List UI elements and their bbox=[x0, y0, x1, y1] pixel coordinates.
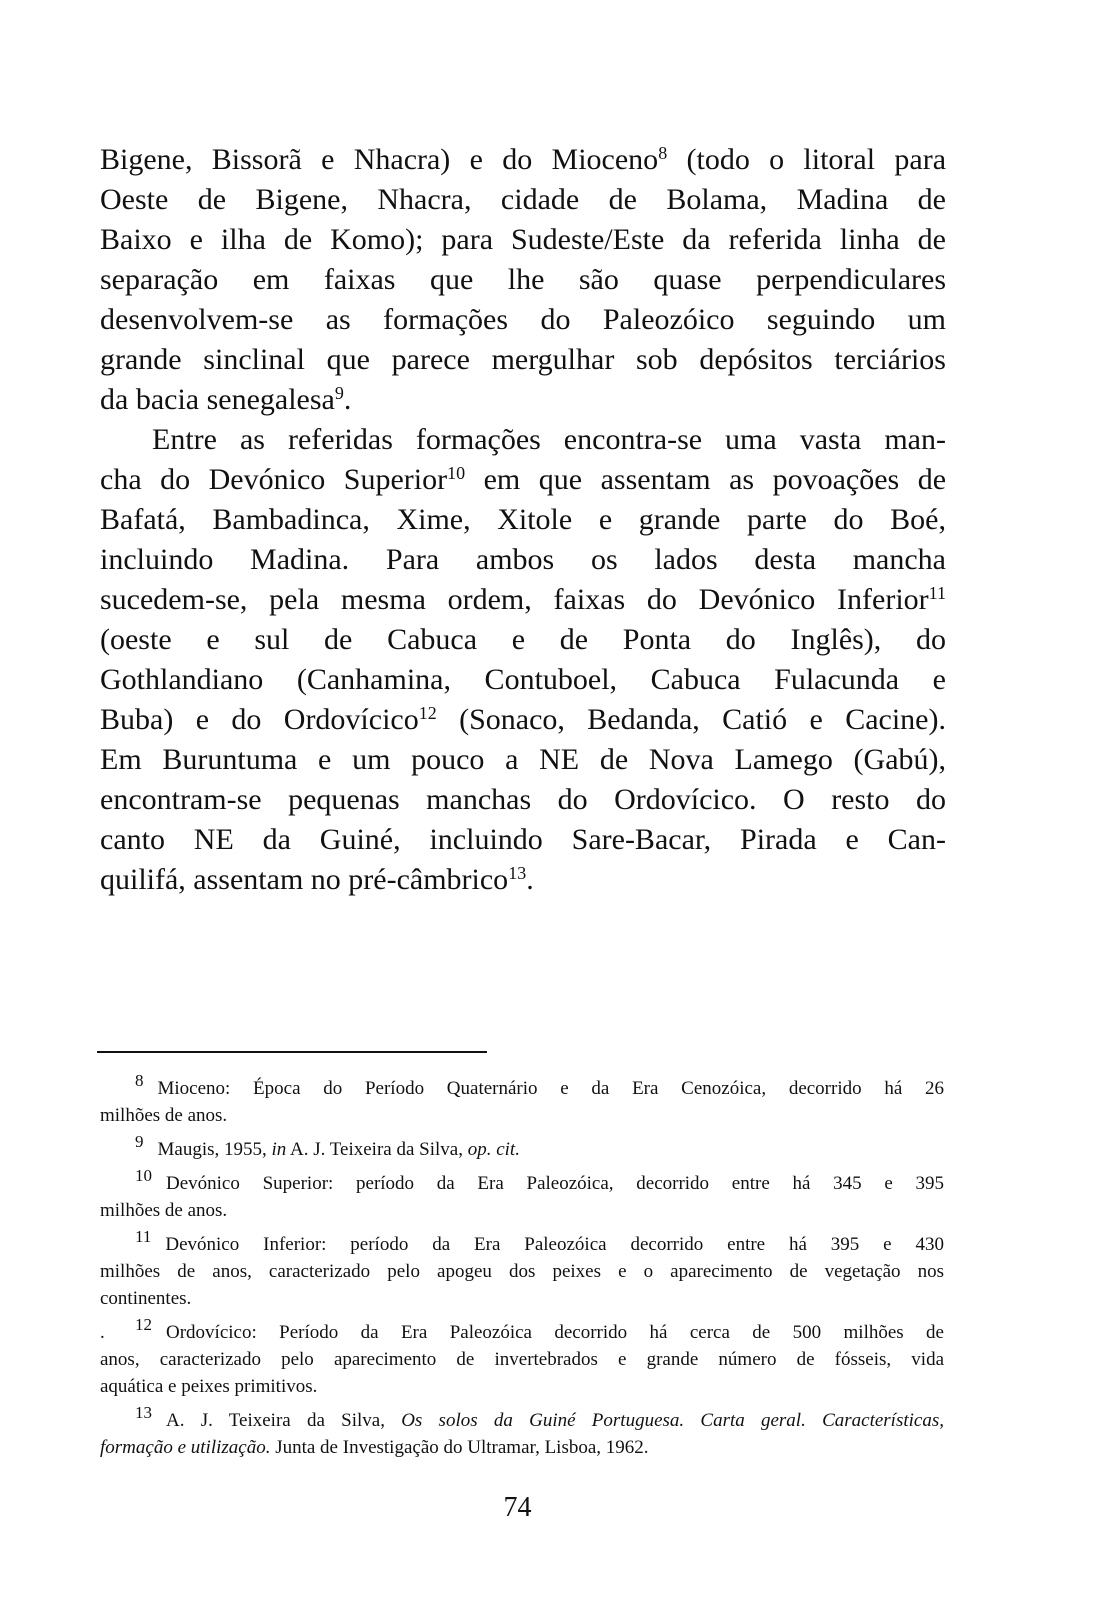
text-run: sucedem-se, pela mesma ordem, faixas do Devónico Inferior bbox=[100, 583, 929, 616]
text-run: canto NE da Guiné, incluindo Sare-Bacar, Pirada e Can- bbox=[100, 823, 946, 856]
text-line bbox=[100, 340, 946, 380]
text-line bbox=[100, 660, 946, 700]
footnote-line bbox=[100, 1258, 944, 1285]
footnote-line bbox=[100, 1102, 944, 1129]
footnote-line bbox=[100, 1197, 944, 1224]
footnote-separator bbox=[97, 1051, 487, 1053]
footnote-mark: . bbox=[100, 1322, 105, 1343]
footnote-reference: 10 bbox=[447, 463, 466, 484]
text-run: . bbox=[343, 383, 352, 416]
footnote-number: 8 bbox=[135, 1075, 144, 1090]
text-line bbox=[100, 220, 946, 260]
text-line bbox=[100, 580, 946, 620]
footnote-line bbox=[100, 1075, 944, 1102]
text-run: incluindo Madina. Para ambos os lados desta mancha bbox=[100, 543, 946, 576]
footnote-line bbox=[100, 1285, 944, 1312]
footnote-line bbox=[100, 1346, 944, 1373]
text-run: (todo o litoral para bbox=[667, 143, 946, 176]
italic-text: formação e utilização. bbox=[100, 1437, 271, 1458]
text-line bbox=[100, 140, 946, 180]
footnote-line bbox=[100, 1136, 944, 1163]
text-run: anos, caracterizado pelo aparecimento de invertebrados e grande número de fósseis, vida bbox=[100, 1349, 944, 1370]
footnote bbox=[100, 1407, 944, 1461]
text-run: A. J. Teixeira da Silva, bbox=[286, 1139, 468, 1160]
text-line bbox=[100, 740, 946, 780]
footnote bbox=[100, 1136, 944, 1163]
text-run: Devónico Superior: período da Era Paleozóica, decorrido entre há 345 e 395 bbox=[166, 1173, 944, 1194]
text-run: (oeste e sul de Cabuca e de Ponta do Inglês), do bbox=[100, 623, 946, 656]
footnote-number: 11 bbox=[135, 1231, 152, 1246]
footnote-number: 10 bbox=[135, 1170, 152, 1185]
italic-text: op. cit. bbox=[467, 1139, 520, 1160]
text-run: Bigene, Bissorã e Nhacra) e do Mioceno bbox=[100, 143, 659, 176]
text-run: aquática e peixes primitivos. bbox=[100, 1376, 318, 1397]
footnotes bbox=[100, 1068, 944, 1461]
text-run: Baixo e ilha de Komo); para Sudeste/Este da referida linha de bbox=[100, 223, 946, 256]
footnote bbox=[100, 1231, 944, 1312]
text-line bbox=[100, 780, 946, 820]
text-run: quilifá, assentam no pré-câmbrico bbox=[100, 863, 509, 896]
text-line bbox=[100, 260, 946, 300]
text-run: grande sinclinal que parece mergulhar sob depósitos terciários bbox=[100, 343, 946, 376]
footnote-reference: 8 bbox=[658, 143, 668, 164]
text-line bbox=[100, 620, 946, 660]
text-line bbox=[100, 420, 946, 460]
text-run: continentes. bbox=[100, 1288, 192, 1309]
text-run: Devónico Inferior: período da Era Paleozóica decorrido entre há 395 e 430 bbox=[165, 1234, 944, 1255]
footnote-line bbox=[100, 1170, 944, 1197]
text-run: milhões de anos. bbox=[100, 1105, 228, 1126]
footnote-line bbox=[100, 1434, 944, 1461]
text-run: Gothlandiano (Canhamina, Contuboel, Cabuca Fulacunda e bbox=[100, 663, 946, 696]
italic-text: Os solos da Guiné Portuguesa. Carta geral. Características, bbox=[401, 1410, 944, 1431]
text-run: da bacia senegalesa bbox=[100, 383, 335, 416]
footnote-number: 9 bbox=[135, 1136, 144, 1151]
text-line bbox=[100, 300, 946, 340]
body-text bbox=[100, 140, 946, 900]
footnote-line bbox=[100, 1373, 944, 1400]
text-line bbox=[100, 180, 946, 220]
text-run: Junta de Investigação do Ultramar, Lisboa, 1962. bbox=[270, 1437, 649, 1458]
footnote-reference: 13 bbox=[508, 863, 527, 884]
footnote bbox=[100, 1319, 944, 1400]
footnote-reference: 12 bbox=[418, 703, 437, 724]
text-run: desenvolvem-se as formações do Paleozóico seguindo um bbox=[100, 303, 946, 336]
footnote-number: 12 bbox=[135, 1319, 152, 1334]
footnote bbox=[100, 1170, 944, 1224]
footnote-reference: 11 bbox=[928, 583, 946, 604]
text-run: Mioceno: Época do Período Quaternário e da Era Cenozóica, decorrido há 26 bbox=[157, 1078, 944, 1099]
text-run: Entre as referidas formações encontra-se uma vasta man- bbox=[152, 423, 946, 456]
footnote-reference: 9 bbox=[334, 383, 344, 404]
text-run: (Sonaco, Bedanda, Catió e Cacine). bbox=[436, 703, 946, 736]
text-line bbox=[100, 500, 946, 540]
text-run: milhões de anos, caracterizado pelo apogeu dos peixes e o aparecimento de vegetação nos bbox=[100, 1261, 944, 1282]
text-run: milhões de anos. bbox=[100, 1200, 228, 1221]
text-line bbox=[100, 860, 946, 900]
italic-text: in bbox=[271, 1139, 287, 1160]
text-run: separação em faixas que lhe são quase perpendiculares bbox=[100, 263, 946, 296]
text-run: Em Buruntuma e um pouco a NE de Nova Lamego (Gabú), bbox=[100, 743, 946, 776]
text-line bbox=[100, 460, 946, 500]
text-run: Bafatá, Bambadinca, Xime, Xitole e grande parte do Boé, bbox=[100, 503, 946, 536]
text-run: em que assentam as povoações de bbox=[465, 463, 946, 496]
footnote bbox=[100, 1075, 944, 1129]
text-line bbox=[100, 380, 946, 420]
text-run: . bbox=[526, 863, 534, 896]
text-run: Maugis, 1955, bbox=[157, 1139, 272, 1160]
footnote-line bbox=[100, 1319, 944, 1346]
text-run: Oeste de Bigene, Nhacra, cidade de Bolama, Madina de bbox=[100, 183, 946, 216]
text-run: A. J. Teixeira da Silva, bbox=[166, 1410, 402, 1431]
footnote-line bbox=[100, 1231, 944, 1258]
footnote-line bbox=[100, 1407, 944, 1434]
page-number: 74 bbox=[503, 1492, 532, 1523]
footnote-number: 13 bbox=[135, 1407, 152, 1422]
text-run: Buba) e do Ordovícico bbox=[100, 703, 419, 736]
text-line bbox=[100, 820, 946, 860]
text-line bbox=[100, 540, 946, 580]
text-run: cha do Devónico Superior bbox=[100, 463, 448, 496]
text-run: Ordovícico: Período da Era Paleozóica decorrido há cerca de 500 milhões de bbox=[166, 1322, 944, 1343]
text-run: encontram-se pequenas manchas do Ordovícico. O resto do bbox=[100, 783, 946, 816]
text-line bbox=[100, 700, 946, 740]
